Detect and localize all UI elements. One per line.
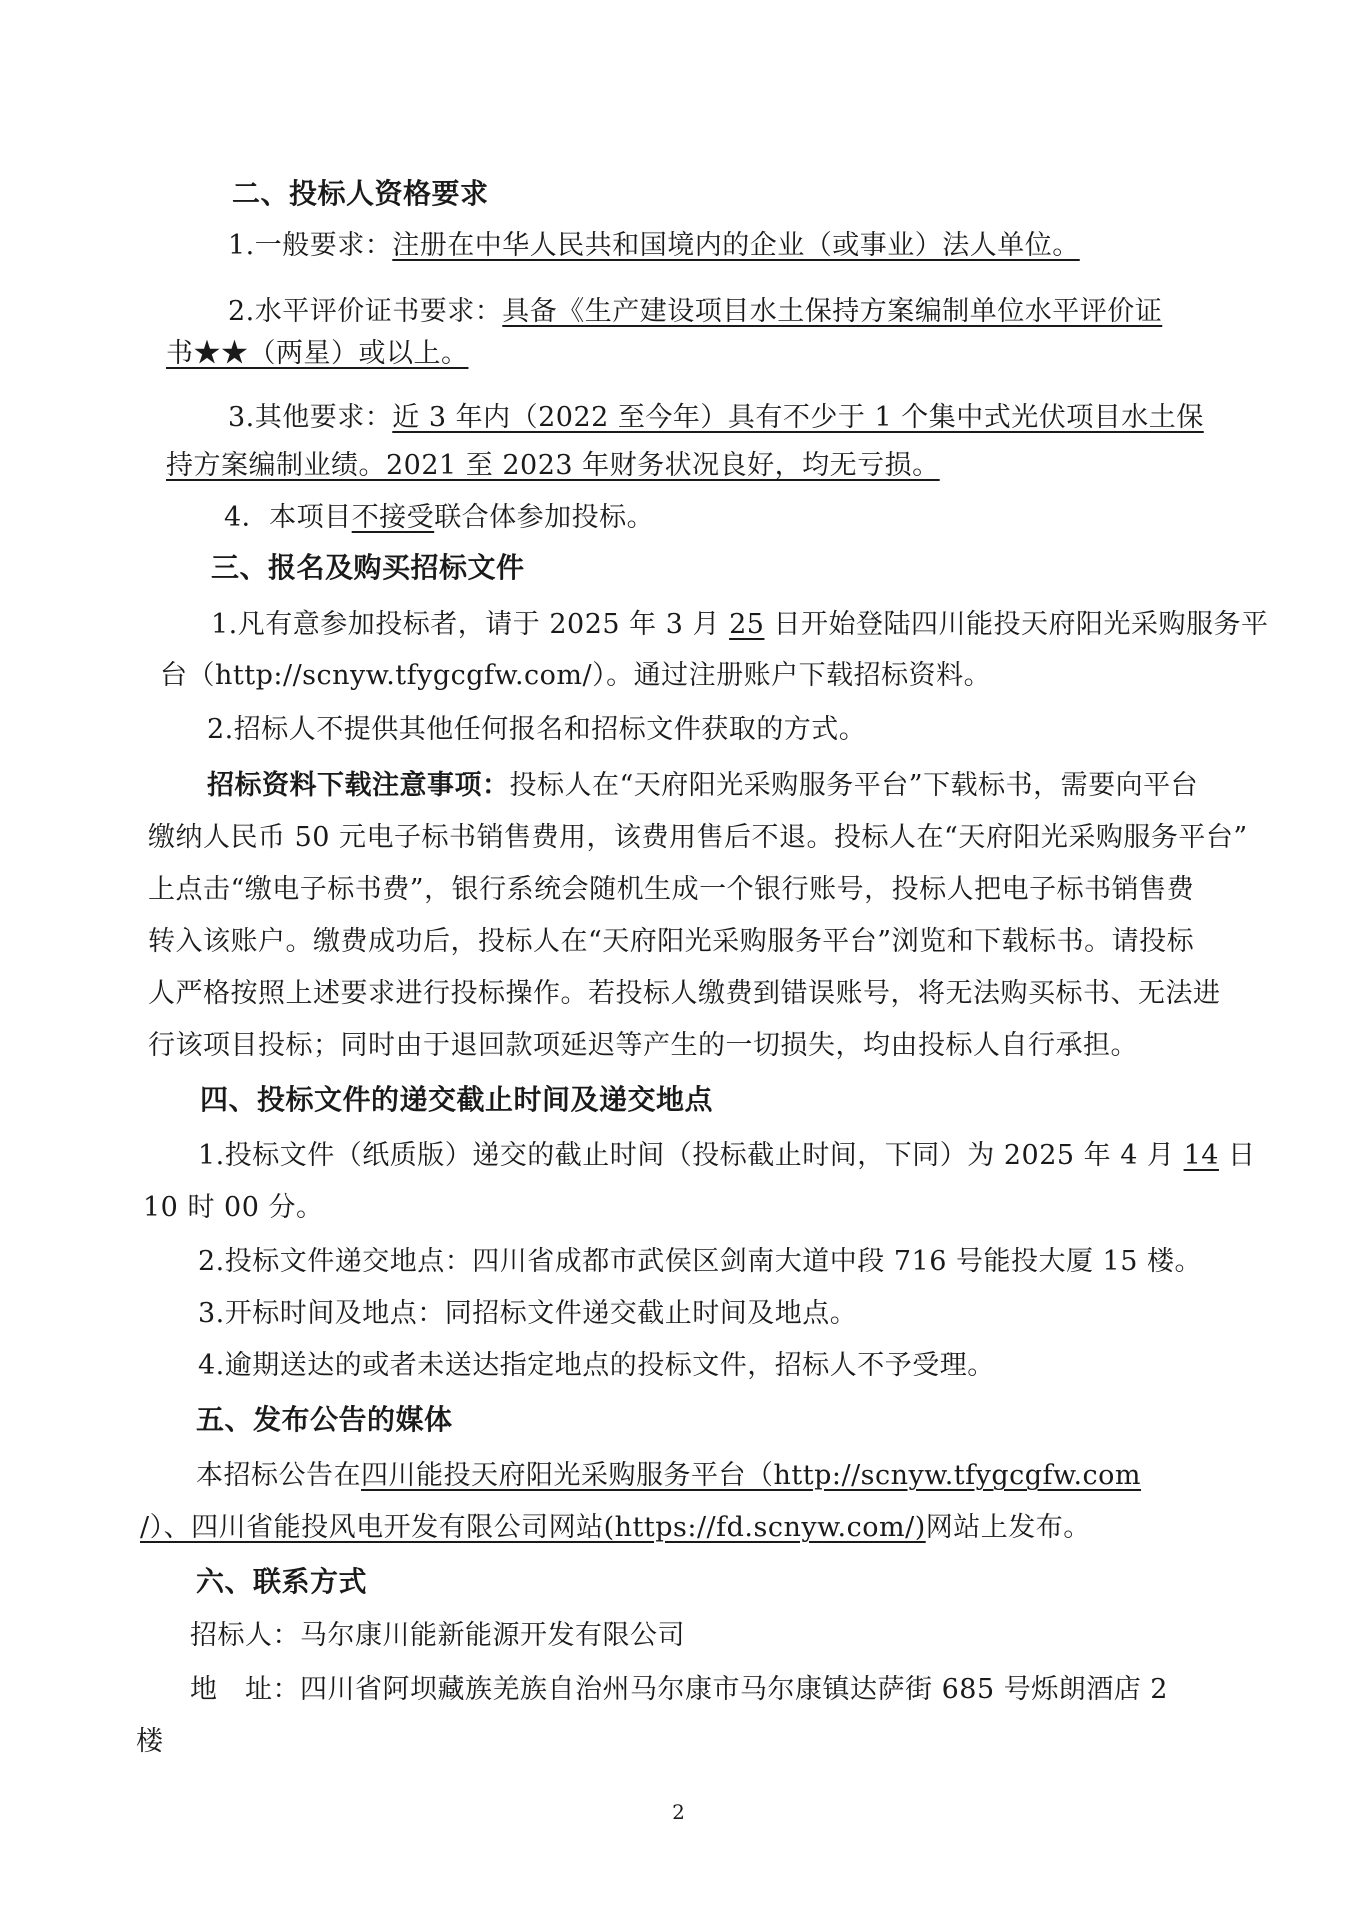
req-certificate: 2.水平评价证书要求：具备《生产建设项目水土保持方案编制单位水平评价证 [228,296,1163,327]
page-number: 2 [672,1800,685,1824]
download-note: 招标资料下载注意事项：投标人在“天府阳光采购服务平台”下载标书，需要向平台 [207,770,1199,801]
req-consortium: 4．本项目不接受联合体参加投标。 [224,502,655,533]
section-4-heading: 四、投标文件的递交截止时间及递交地点 [200,1083,714,1116]
registration-start: 1.凡有意参加投标者，请于 2025 年 3 月 25 日开始登陆四川能投天府阳光采购服务平 [211,609,1269,640]
req-certificate-cont: 书★★（两星）或以上。 [166,338,469,369]
download-note-line: 转入该账户。缴费成功后，投标人在“天府阳光采购服务平台”浏览和下载标书。请投标 [148,926,1195,957]
req-other: 3.其他要求：近 3 年内（2022 至今年）具有不少于 1 个集中式光伏项目水土保 [228,402,1204,433]
download-note-line: 行该项目投标；同时由于退回款项延迟等产生的一切损失，均由投标人自行承担。 [148,1030,1138,1061]
section-5-heading: 五、发布公告的媒体 [196,1403,453,1436]
no-other-channels: 2.招标人不提供其他任何报名和招标文件获取的方式。 [207,714,867,745]
late-submission: 4.逾期送达的或者未送达指定地点的投标文件，招标人不予受理。 [198,1350,995,1381]
submission-location: 2.投标文件递交地点：四川省成都市武侯区剑南大道中段 716 号能投大厦 15 楼。 [198,1246,1202,1277]
address-cont: 楼 [136,1726,164,1757]
section-6-heading: 六、联系方式 [196,1565,368,1598]
deadline-time: 10 时 00 分。 [143,1192,324,1223]
section-3-heading: 三、报名及购买招标文件 [211,551,525,584]
download-note-line: 人严格按照上述要求进行投标操作。若投标人缴费到错误账号，将无法购买标书、无法进 [148,978,1221,1009]
req-other-cont: 持方案编制业绩。2021 至 2023 年财务状况良好，均无亏损。 [166,450,940,481]
download-note-line: 缴纳人民币 50 元电子标书销售费用，该费用售后不退。投标人在“天府阳光采购服务平台” [148,822,1248,853]
publish-media: 本招标公告在四川能投天府阳光采购服务平台（http://scnyw.tfygcgfw.com [196,1460,1142,1491]
opening-time-location: 3.开标时间及地点：同招标文件递交截止时间及地点。 [198,1298,858,1329]
deadline: 1.投标文件（纸质版）递交的截止时间（投标截止时间，下同）为 2025 年 4 月 14 日 [198,1140,1256,1171]
tenderer: 招标人：马尔康川能新能源开发有限公司 [190,1620,685,1651]
publish-media-cont: /）、四川省能投风电开发有限公司网站(https://fd.scnyw.com/)网站上发布。 [140,1512,1091,1543]
req-general: 1.一般要求：注册在中华人民共和国境内的企业（或事业）法人单位。 [228,230,1080,261]
address: 地 址：四川省阿坝藏族羌族自治州马尔康市马尔康镇达萨街 685 号烁朗酒店 2 [190,1674,1168,1705]
registration-url: 台（http://scnyw.tfygcgfw.com/）。通过注册账户下载招标资料。 [160,660,992,691]
section-2-heading: 二、投标人资格要求 [232,177,489,210]
download-note-line: 上点击“缴电子标书费”，银行系统会随机生成一个银行账号，投标人把电子标书销售费 [148,874,1195,905]
